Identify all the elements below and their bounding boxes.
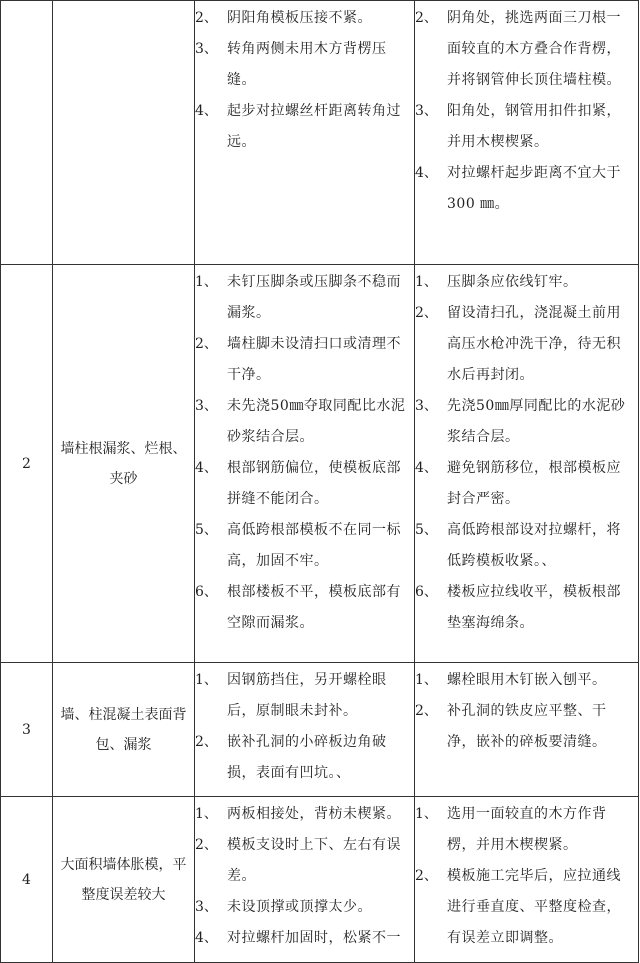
item-index: 3、 xyxy=(195,41,218,57)
item-text: 阳角处，钢管用扣件扣紧，并用木楔楔紧。 xyxy=(447,103,621,150)
list-item xyxy=(415,577,638,639)
item-text: 墙柱脚未设清扫口或清理不干净。 xyxy=(227,336,401,383)
list-item xyxy=(415,696,638,758)
list-item xyxy=(195,391,414,453)
item-text: 螺栓眼用木钉嵌入刨平。 xyxy=(447,672,607,688)
item-text: 留设清扫孔，浇混凝土前用高压水枪冲洗干净，待无积水后再封闭。 xyxy=(447,305,621,383)
item-text: 两板相接处，背枋未楔紧。 xyxy=(227,806,401,822)
list-item xyxy=(195,329,414,391)
item-text: 高低跨根部模板不在同一标高，加固不牢。 xyxy=(227,522,401,569)
item-index: 4、 xyxy=(195,930,218,946)
cause-cell xyxy=(195,265,415,663)
list-item xyxy=(195,830,414,892)
item-text: 压脚条应依线钉牢。 xyxy=(447,274,578,290)
table-row xyxy=(1,265,639,663)
item-text: 先浇50㎜厚同配比的水泥砂浆结合层。 xyxy=(447,398,626,445)
problem-name: 墙柱根漏浆、烂根、夹砂 xyxy=(53,265,195,663)
item-text: 对拉螺杆起步距离不宜大于300 ㎜。 xyxy=(447,165,621,212)
item-index: 3、 xyxy=(415,398,438,414)
row-number xyxy=(1,1,53,265)
list-item xyxy=(195,665,414,727)
list-item xyxy=(415,298,638,391)
list-item xyxy=(195,892,414,923)
list-item xyxy=(415,453,638,515)
item-text: 转角两侧未用木方背楞压缝。 xyxy=(227,41,387,88)
item-index: 1、 xyxy=(195,274,218,290)
list-item xyxy=(195,577,414,639)
item-index: 4、 xyxy=(415,165,438,181)
item-text: 补孔洞的铁皮应平整、干净，嵌补的碎板要清缝。 xyxy=(447,703,607,750)
table-row xyxy=(1,1,639,265)
list-item xyxy=(195,923,414,954)
list-item xyxy=(415,96,638,158)
table-body xyxy=(1,1,639,963)
list-item xyxy=(415,665,638,696)
problem-name xyxy=(53,1,195,265)
item-text: 根部钢筋偏位，使模板底部拼缝不能闭合。 xyxy=(227,460,401,507)
list-item xyxy=(195,515,414,577)
list-item xyxy=(415,3,638,96)
item-text: 对拉螺杆加固时，松紧不一 xyxy=(227,930,401,946)
item-index: 2、 xyxy=(415,703,438,719)
measure-cell xyxy=(415,1,639,265)
item-text: 高低跨根部设对拉螺杆，将低跨模板收紧。、 xyxy=(447,522,621,569)
cause-cell xyxy=(195,1,415,265)
item-text: 避免钢筋移位，根部模板应封合严密。 xyxy=(447,460,621,507)
item-index: 2、 xyxy=(195,336,218,352)
item-text: 模板支设时上下、左右有误差。 xyxy=(227,837,401,884)
item-text: 未设顶撑或顶撑太少。 xyxy=(227,899,372,915)
item-index: 2、 xyxy=(195,10,218,26)
item-index: 4、 xyxy=(195,460,218,476)
list-item xyxy=(415,799,638,861)
measure-cell xyxy=(415,663,639,797)
item-text: 阴阳角模板压接不紧。 xyxy=(227,10,372,26)
measure-cell xyxy=(415,797,639,963)
item-text: 起步对拉螺丝杆距离转角过远。 xyxy=(227,103,401,150)
item-index: 5、 xyxy=(415,522,438,538)
table-row xyxy=(1,797,639,963)
list-item xyxy=(195,34,414,96)
item-text: 选用一面较直的木方作背楞，并用木楔楔紧。 xyxy=(447,806,607,853)
item-text: 未钉压脚条或压脚条不稳而漏浆。 xyxy=(227,274,401,321)
row-number: 2 xyxy=(1,265,53,663)
list-item xyxy=(415,391,638,453)
list-item xyxy=(415,861,638,954)
measure-cell xyxy=(415,265,639,663)
cause-cell xyxy=(195,797,415,963)
list-item xyxy=(195,799,414,830)
list-item xyxy=(195,453,414,515)
list-item xyxy=(415,515,638,577)
item-index: 4、 xyxy=(195,103,218,119)
item-index: 2、 xyxy=(195,734,218,750)
cause-cell xyxy=(195,663,415,797)
item-text: 楼板应拉线收平，模板根部垫塞海绵条。 xyxy=(447,584,621,631)
item-index: 3、 xyxy=(195,398,218,414)
item-index: 2、 xyxy=(195,837,218,853)
item-index: 2、 xyxy=(415,305,438,321)
list-item xyxy=(415,267,638,298)
item-index: 1、 xyxy=(415,274,438,290)
list-item xyxy=(195,727,414,789)
item-text: 因钢筋挡住，另开螺栓眼后，原制眼未封补。 xyxy=(227,672,387,719)
item-index: 1、 xyxy=(415,806,438,822)
item-index: 1、 xyxy=(195,672,218,688)
item-index: 1、 xyxy=(415,672,438,688)
row-number: 4 xyxy=(1,797,53,963)
item-index: 4、 xyxy=(415,460,438,476)
item-index: 5、 xyxy=(195,522,218,538)
item-index: 2、 xyxy=(415,868,438,884)
list-item xyxy=(195,267,414,329)
item-index: 6、 xyxy=(415,584,438,600)
item-index: 2、 xyxy=(415,10,438,26)
item-index: 3、 xyxy=(195,899,218,915)
item-index: 1、 xyxy=(195,806,218,822)
item-text: 阴角处，挑选两面三刀根一面较直的木方叠合作背楞，并将钢管伸长顶住墙柱模。 xyxy=(447,10,621,88)
item-text: 嵌补孔洞的小碎板边角破损，表面有凹坑。、 xyxy=(227,734,387,781)
table-row xyxy=(1,663,639,797)
item-text: 模板施工完毕后，应拉通线进行垂直度、平整度检查，有误差立即调整。 xyxy=(447,868,621,946)
problem-name: 墙、柱混凝土表面背包、漏浆 xyxy=(53,663,195,797)
item-index: 3、 xyxy=(415,103,438,119)
list-item xyxy=(415,158,638,220)
item-text: 根部楼板不平，模板底部有空隙而漏浆。 xyxy=(227,584,401,631)
problem-name: 大面积墙体胀模，平整度误差较大 xyxy=(53,797,195,963)
list-item xyxy=(195,96,414,158)
item-text: 未先浇50㎜夺取同配比水泥砂浆结合层。 xyxy=(227,398,406,445)
item-index: 6、 xyxy=(195,584,218,600)
list-item xyxy=(195,3,414,34)
row-number: 3 xyxy=(1,663,53,797)
